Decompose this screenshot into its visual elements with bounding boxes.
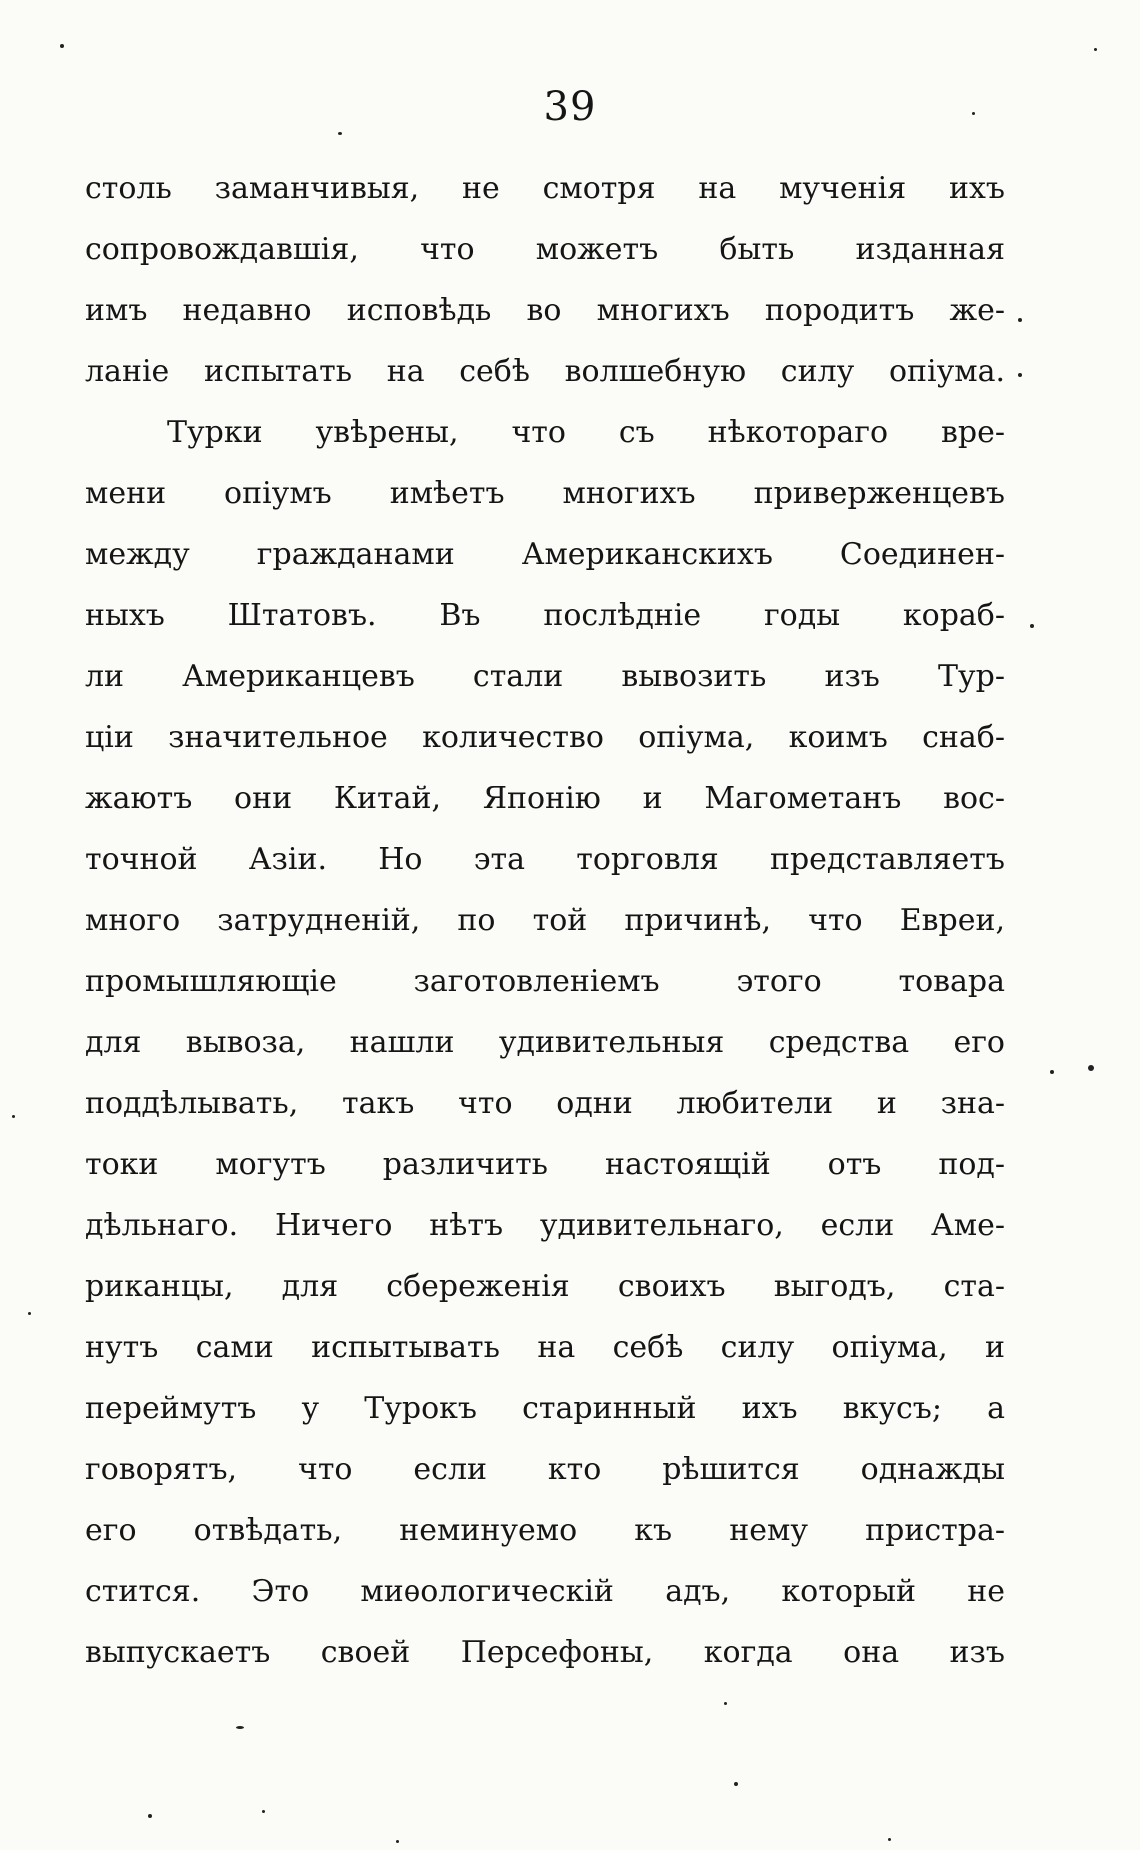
scan-speck — [262, 1810, 265, 1813]
page-number: 39 — [543, 84, 597, 130]
text-line: столь заманчивыя, не смотря на мученія ихъ — [85, 171, 1005, 206]
scan-speck — [1030, 624, 1034, 628]
text-line: ныхъ Штатовъ. Въ послѣдніе годы кораб- — [85, 598, 1005, 633]
text-line: стится. Это миѳологическій адъ, который не — [85, 1574, 1005, 1609]
text-line: нутъ сами испытывать на себѣ силу опіума, и — [85, 1330, 1005, 1365]
scan-speck — [148, 1814, 152, 1818]
text-line: поддѣлывать, такъ что одни любители и зна- — [85, 1086, 1005, 1121]
text-line: между гражданами Американскихъ Соединен- — [85, 537, 1005, 572]
scan-speck — [1050, 1070, 1054, 1074]
text-line: переймутъ у Турокъ старинный ихъ вкусъ; а — [85, 1391, 1005, 1426]
text-line: точной Азіи. Но эта торговля представляетъ — [85, 842, 1005, 877]
text-line: имъ недавно исповѣдь во многихъ породитъ же- — [85, 293, 1005, 328]
scan-speck — [28, 1312, 31, 1315]
text-line: дѣльнаго. Ничего нѣтъ удивительнаго, если Аме- — [85, 1208, 1005, 1243]
scan-speck — [972, 112, 975, 115]
body-text — [85, 158, 1005, 1683]
scan-speck — [888, 1838, 891, 1841]
text-line: говорятъ, что если кто рѣшится однажды — [85, 1452, 1005, 1487]
text-line: жаютъ они Китай, Японію и Магометанъ вос- — [85, 781, 1005, 816]
text-line: промышляющіе заготовленіемъ этого товара — [85, 964, 1005, 999]
scan-speck — [12, 1115, 15, 1118]
scan-speck — [60, 44, 64, 48]
text-line: Турки увѣрены, что съ нѣкотораго вре- — [167, 415, 1005, 450]
scan-speck — [236, 1726, 244, 1729]
scan-speck — [1018, 373, 1022, 377]
text-line: его отвѣдать, неминуемо къ нему пристра- — [85, 1513, 1005, 1548]
text-line: риканцы, для сбереженія своихъ выгодъ, ста- — [85, 1269, 1005, 1304]
text-line: для вывоза, нашли удивительныя средства его — [85, 1025, 1005, 1060]
text-line: много затрудненій, по той причинѣ, что Евреи, — [85, 903, 1005, 938]
scan-speck — [396, 1840, 399, 1843]
text-line: ціи значительное количество опіума, коимъ снаб- — [85, 720, 1005, 755]
scan-speck — [1018, 318, 1022, 322]
text-line: токи могутъ различить настоящій отъ под- — [85, 1147, 1005, 1182]
scan-speck — [1088, 1065, 1094, 1071]
text-line: ли Американцевъ стали вывозить изъ Тур- — [85, 659, 1005, 694]
scan-speck — [338, 132, 342, 135]
text-line: сопровождавшія, что можетъ быть изданная — [85, 232, 1005, 267]
text-line: выпускаетъ своей Персефоны, когда она изъ — [85, 1635, 1005, 1670]
text-line: мени опіумъ имѣетъ многихъ приверженцевъ — [85, 476, 1005, 511]
text-line: ланіе испытать на себѣ волшебную силу опіума. — [85, 354, 1005, 389]
scan-speck — [1094, 48, 1097, 51]
scan-speck — [734, 1782, 738, 1786]
scan-speck — [724, 1702, 727, 1705]
